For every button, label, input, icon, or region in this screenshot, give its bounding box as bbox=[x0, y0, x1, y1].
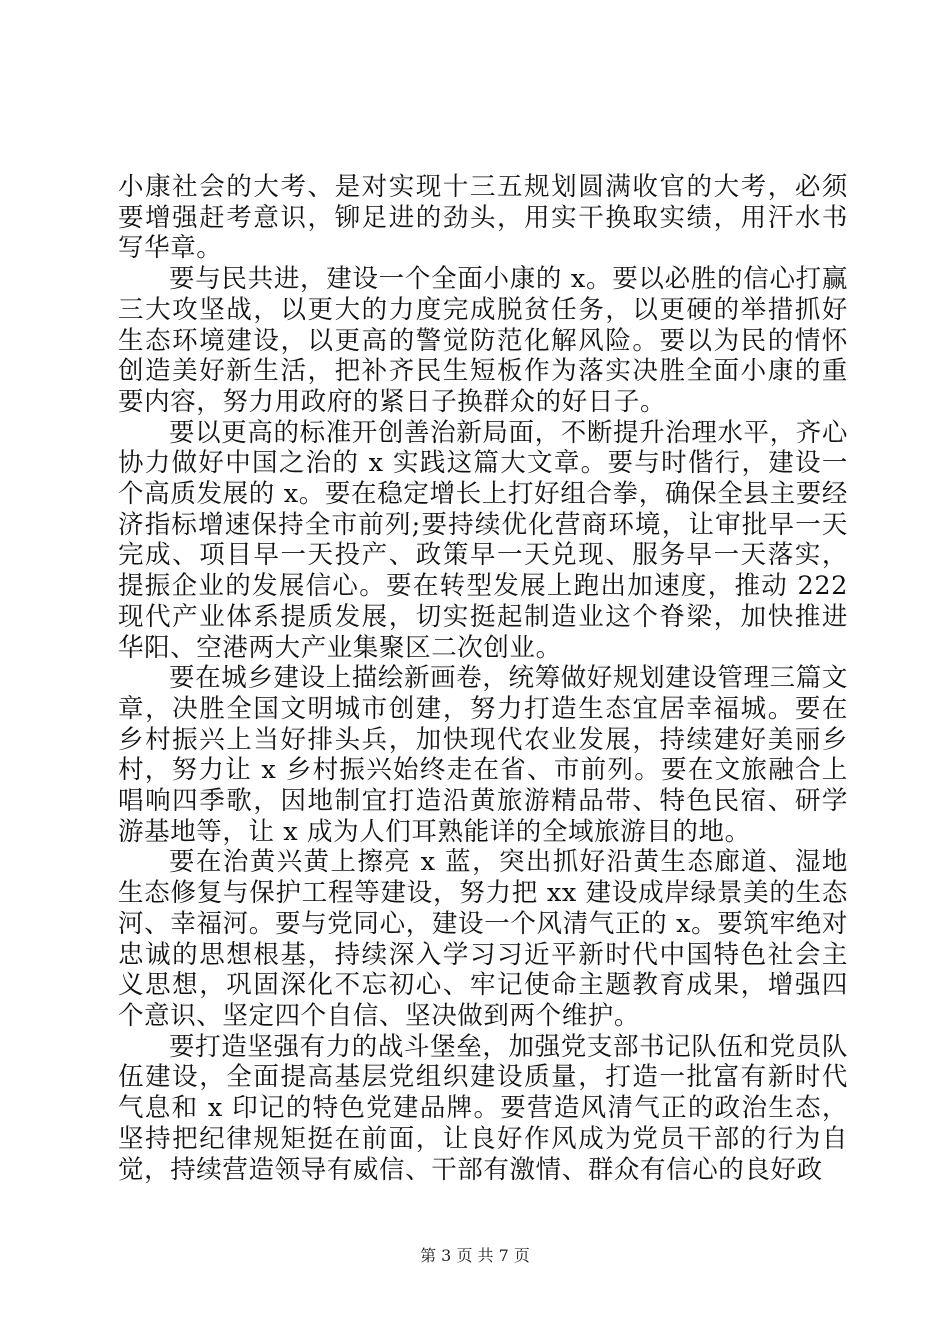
document-body bbox=[118, 172, 848, 1185]
paragraph-1: 小康社会的大考、是对实现十三五规划圆满收官的大考，必须要增强赶考意识，铆足进的劲头，用实干换取实绩，用汗水书写华章。 bbox=[118, 172, 848, 264]
paragraph-3: 要以更高的标准开创善治新局面，不断提升治理水平，齐心协力做好中国之治的 x 实践这篇大文章。要与时偕行，建设一个高质发展的 x。要在稳定增长上打好组合拳，确保全县主要经济指标增速保持全市前列;要持续优化营商环境，让审批早一天完成、项目早一天投产、政策早一天兑现、服务早一天落实，提振企业的发展信心。要在转型发展上跑出加速度，推动 222 现代产业体系提质发展，切实挺起制造业这个脊梁，加快推进华阳、空港两大产业集聚区二次创业。 bbox=[118, 417, 848, 663]
paragraph-5: 要在治黄兴黄上擦亮 x 蓝，突出抓好沿黄生态廊道、湿地生态修复与保护工程等建设，努力把 xx 建设成岸绿景美的生态河、幸福河。要与党同心，建设一个风清气正的 x。要筑牢绝对忠诚的思想根基，持续深入学习习近平新时代中国特色社会主义思想，巩固深化不忘初心、牢记使命主题教育成果，增强四个意识、坚定四个自信、坚决做到两个维护。 bbox=[118, 847, 848, 1031]
paragraph-4: 要在城乡建设上描绘新画卷，统筹做好规划建设管理三篇文章，决胜全国文明城市创建，努力打造生态宜居幸福城。要在乡村振兴上当好排头兵，加快现代农业发展，持续建好美丽乡村，努力让 x 乡村振兴始终走在省、市前列。要在文旅融合上唱响四季歌，因地制宜打造沿黄旅游精品带、特色民宿、研学游基地等，让 x 成为人们耳熟能详的全域旅游目的地。 bbox=[118, 663, 848, 847]
paragraph-2: 要与民共进，建设一个全面小康的 x。要以必胜的信心打赢三大攻坚战，以更大的力度完成脱贫任务，以更硬的举措抓好生态环境建设，以更高的警觉防范化解风险。要以为民的情怀创造美好新生活，把补齐民生短板作为落实决胜全面小康的重要内容，努力用政府的紧日子换群众的好日子。 bbox=[118, 264, 848, 417]
page-number-footer: 第 3 页 共 7 页 bbox=[420, 1246, 530, 1265]
paragraph-6: 要打造坚强有力的战斗堡垒，加强党支部书记队伍和党员队伍建设，全面提高基层党组织建设质量，打造一批富有新时代气息和 x 印记的特色党建品牌。要营造风清气正的政治生态，坚持把纪律规矩挺在前面，让良好作风成为党员干部的行为自觉，持续营造领导有威信、干部有激情、群众有信心的良好政 bbox=[118, 1031, 848, 1185]
